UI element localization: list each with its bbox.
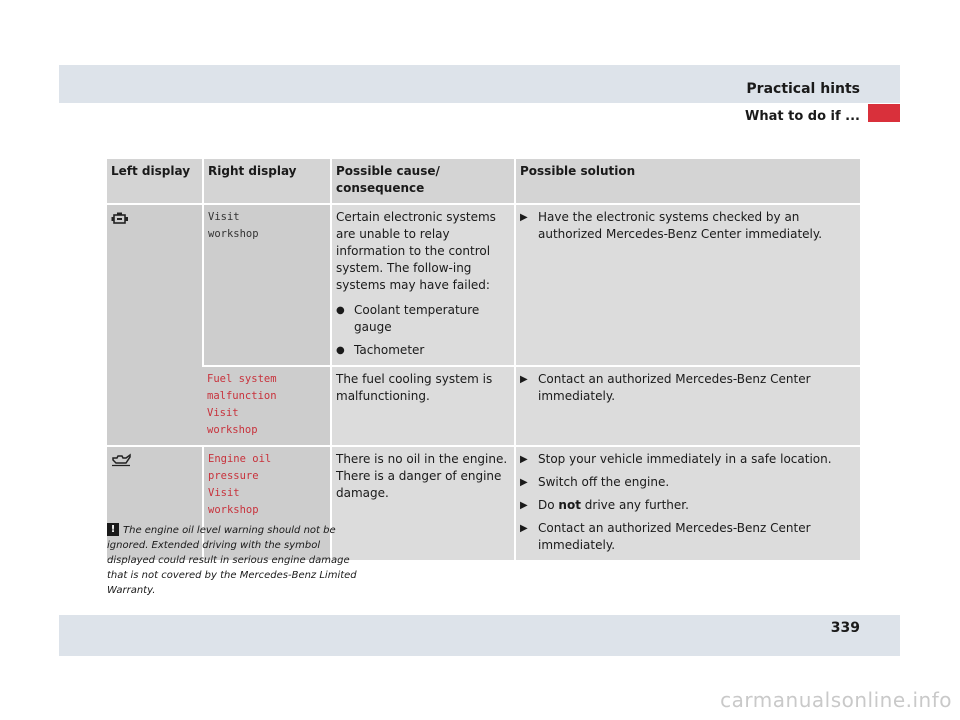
page-number: 339 bbox=[830, 620, 860, 636]
arrow-right-icon: ▶ bbox=[520, 454, 528, 465]
solution-step bbox=[520, 451, 856, 468]
solution-step bbox=[520, 371, 856, 405]
bullet-dot-icon: ● bbox=[336, 345, 345, 356]
display-message-line: malfunction bbox=[207, 390, 277, 402]
display-message-line: Visit bbox=[208, 487, 240, 499]
solution-text: Stop your vehicle immediately in a safe location. bbox=[538, 452, 832, 466]
table-row bbox=[107, 366, 860, 446]
bullet-item bbox=[336, 342, 510, 359]
cause-cell bbox=[331, 446, 515, 560]
solution-step bbox=[520, 209, 856, 243]
footer-band bbox=[59, 615, 900, 656]
cause-text: There is no oil in the engine. There is a danger of engine damage. bbox=[336, 452, 508, 500]
column-header-possible-solution: Possible solution bbox=[515, 159, 860, 204]
watermark: carmanualsonline.info bbox=[720, 688, 952, 712]
display-message-line: workshop bbox=[208, 504, 259, 516]
exclamation-icon: ! bbox=[107, 523, 119, 536]
solution-step bbox=[520, 497, 856, 514]
solution-step bbox=[520, 520, 856, 554]
bullet-text: Tachometer bbox=[354, 343, 425, 357]
right-display-cell bbox=[203, 204, 331, 366]
bullet-dot-icon: ● bbox=[336, 305, 345, 316]
cause-cell bbox=[331, 204, 515, 366]
display-message-line: Visit bbox=[208, 211, 240, 223]
warning-note bbox=[107, 523, 357, 598]
arrow-right-icon: ▶ bbox=[520, 523, 528, 534]
column-header-right-display: Right display bbox=[203, 159, 331, 204]
section-subtitle: What to do if ... bbox=[745, 109, 860, 124]
solution-cell bbox=[515, 366, 860, 446]
table-row bbox=[107, 204, 860, 366]
display-message-line: Fuel system bbox=[207, 373, 277, 385]
column-header-left-display: Left display bbox=[107, 159, 203, 204]
solution-text: Switch off the engine. bbox=[538, 475, 670, 489]
oil-can-icon bbox=[111, 453, 131, 472]
display-message-line: workshop bbox=[208, 228, 259, 240]
display-message-line: Engine oil pressure bbox=[208, 453, 272, 482]
table-header-row bbox=[107, 159, 860, 204]
solution-text-part: drive any further. bbox=[584, 498, 689, 512]
warning-note-text: The engine oil level warning should not be ignored. Extended driving with the symbol displayed could result in serious engine damage that is not covered by the Mercedes-Benz Limited Warranty. bbox=[107, 525, 357, 596]
bullet-text: Coolant temperature gauge bbox=[354, 303, 480, 334]
solution-step bbox=[520, 474, 856, 491]
solution-emphasis: not bbox=[558, 498, 581, 512]
indicator-table bbox=[107, 159, 860, 560]
cause-cell bbox=[331, 366, 515, 446]
arrow-right-icon: ▶ bbox=[520, 477, 528, 488]
solution-cell bbox=[515, 446, 860, 560]
chapter-tab-marker bbox=[868, 104, 900, 122]
arrow-right-icon: ▶ bbox=[520, 500, 528, 511]
column-header-possible-cause: Possible cause/ consequence bbox=[331, 159, 515, 204]
left-display-cell bbox=[107, 204, 203, 446]
solution-text: Contact an authorized Mercedes-Benz Center immediately. bbox=[538, 521, 811, 552]
arrow-right-icon: ▶ bbox=[520, 374, 528, 385]
cause-text: The fuel cooling system is malfunctioning. bbox=[336, 372, 493, 403]
arrow-right-icon: ▶ bbox=[520, 212, 528, 223]
solution-text bbox=[538, 497, 689, 514]
engine-electronics-warning-icon bbox=[111, 211, 129, 230]
bullet-item bbox=[336, 302, 510, 336]
solution-text: Have the electronic systems checked by an authorized Mercedes-Benz Center immediately. bbox=[538, 210, 823, 241]
cause-text: Certain electronic systems are unable to relay information to the control system. The follow-ing systems may have failed: bbox=[336, 210, 496, 292]
section-title: Practical hints bbox=[746, 81, 860, 97]
solution-text: Contact an authorized Mercedes-Benz Center immediately. bbox=[538, 372, 811, 403]
display-message-line: workshop bbox=[207, 424, 258, 436]
right-display-cell bbox=[203, 366, 331, 446]
display-message-line: Visit bbox=[207, 407, 239, 419]
solution-cell bbox=[515, 204, 860, 366]
solution-text-part: Do bbox=[538, 498, 555, 512]
